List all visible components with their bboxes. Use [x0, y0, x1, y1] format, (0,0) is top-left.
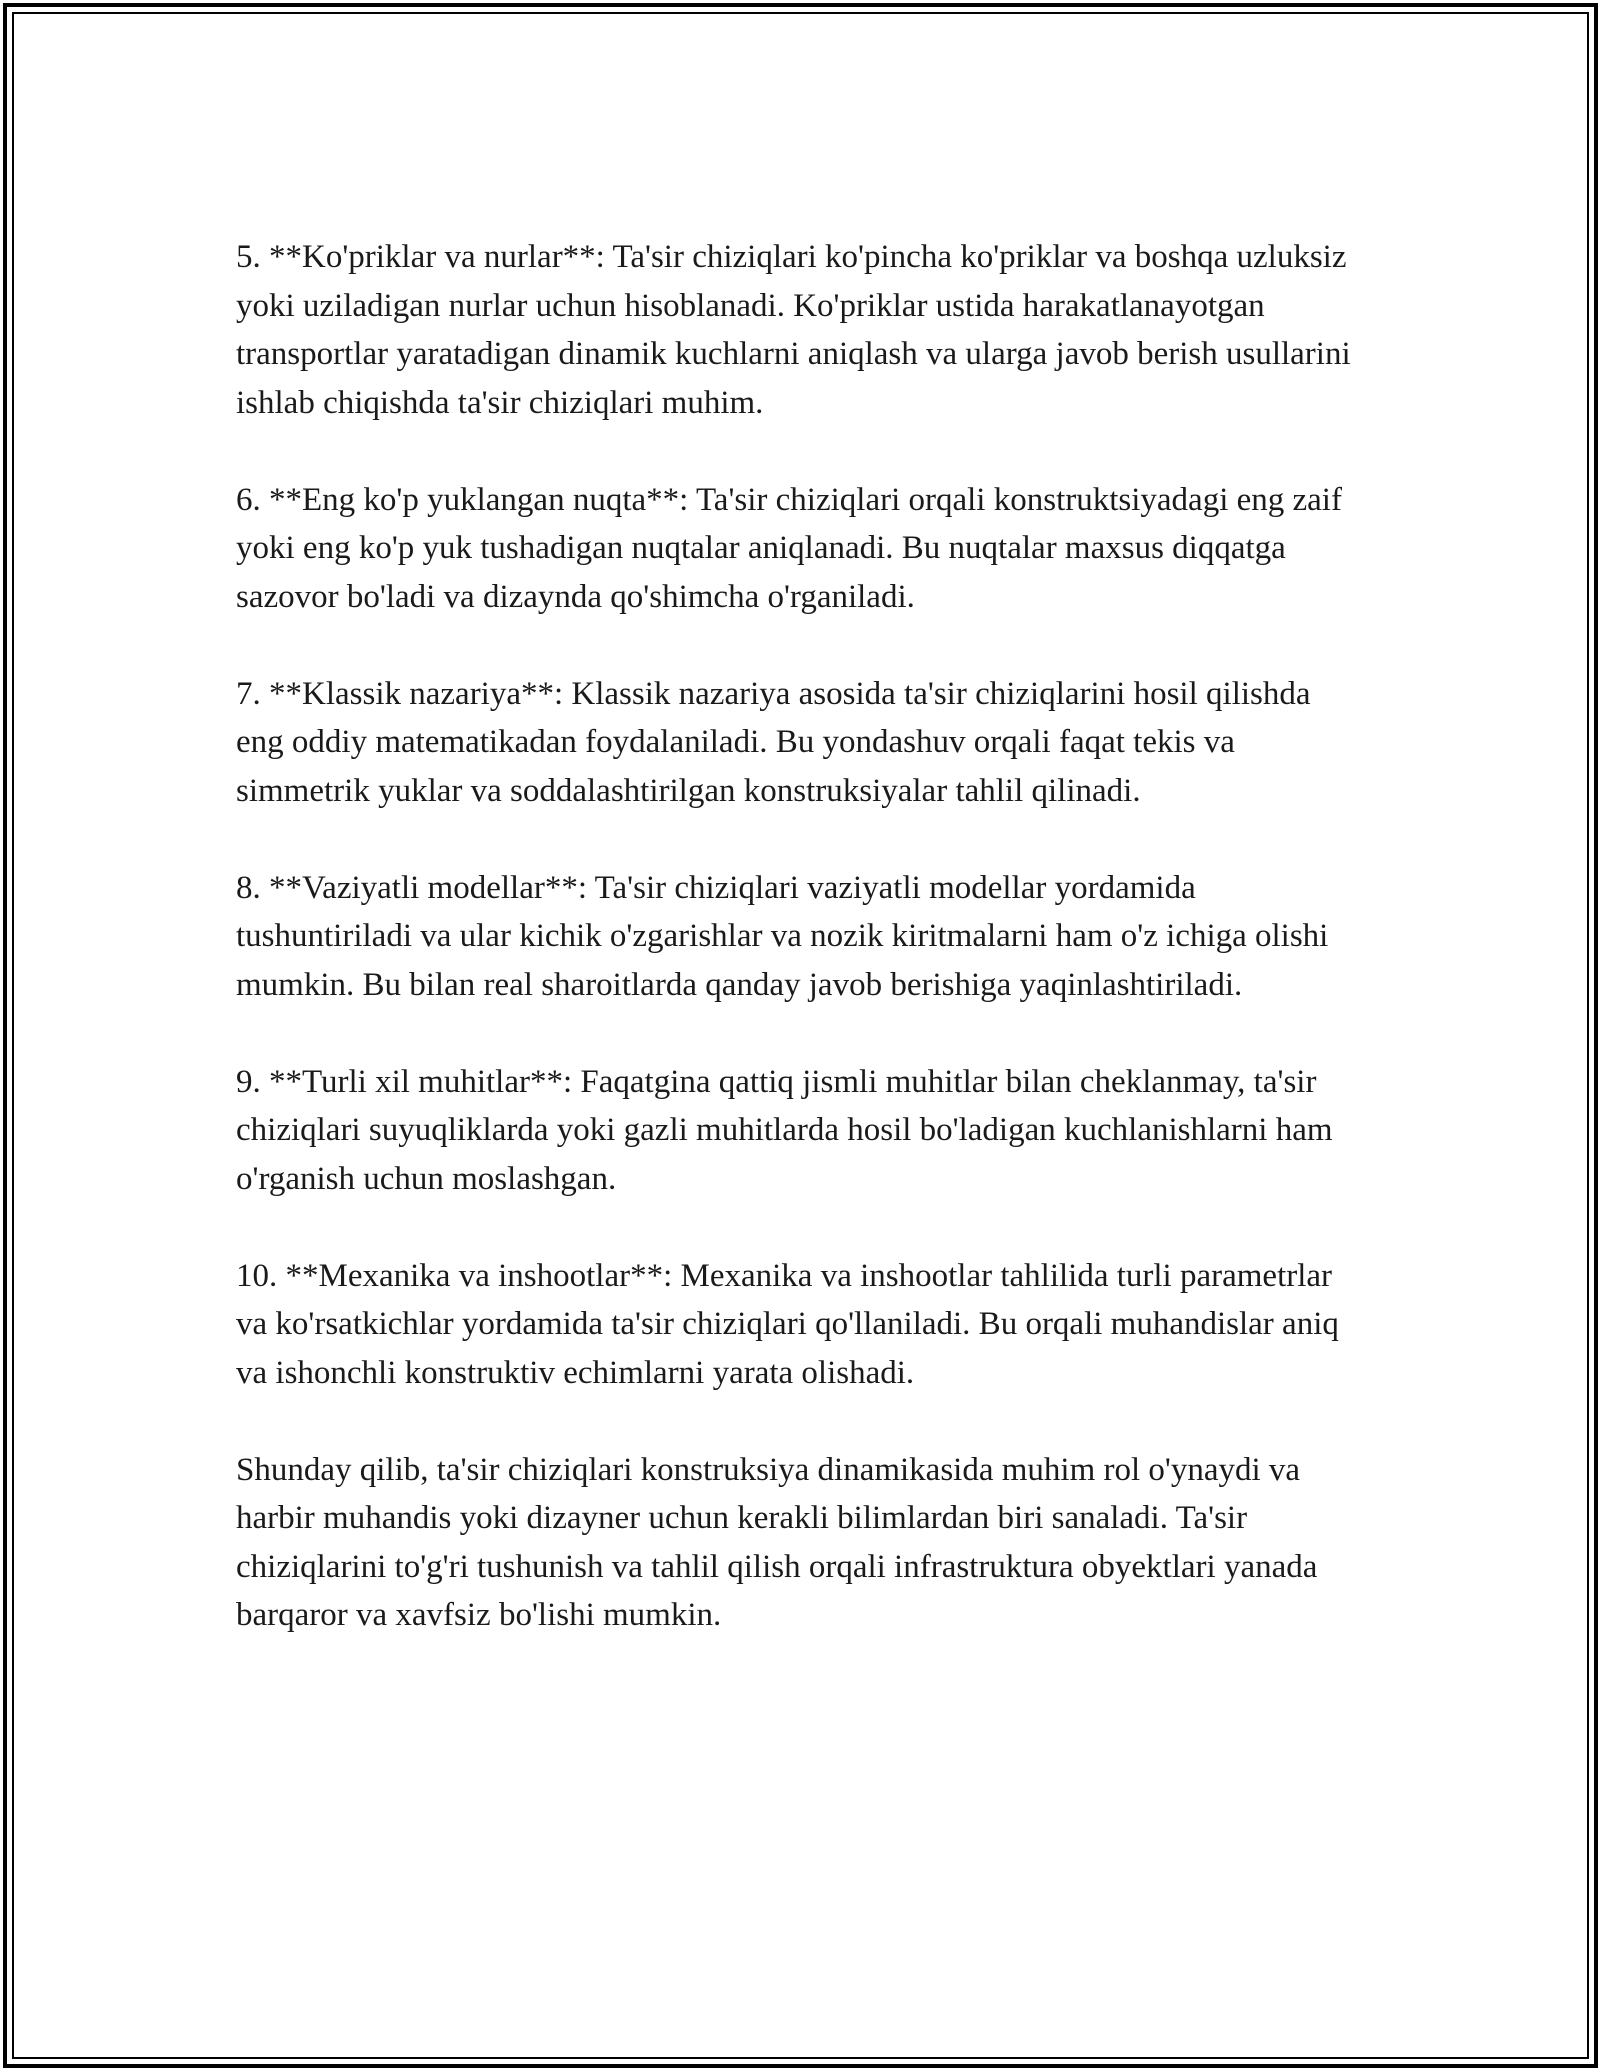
paragraph-item-9: 9. **Turli xil muhitlar**: Faqatgina qattiq jismli muhitlar bilan cheklanmay, ta'sir chiziqlari suyuqliklarda yoki gazli muhitlarda hosil bo'ladigan kuchlanishlarni ham o'rganish uchun moslashgan.	[236, 1063, 1333, 1197]
paragraph-item-10: 10. **Mexanika va inshootlar**: Mexanika va inshootlar tahlilida turli parametrlar va ko'rsatkichlar yordamida ta'sir chiziqlari qo'llaniladi. Bu orqali muhandislar aniq va ishonchli konstruktiv echimlarni yarata olishadi.	[236, 1257, 1339, 1391]
paragraph-item-8: 8. **Vaziyatli modellar**: Ta'sir chiziqlari vaziyatli modellar yordamida tushuntiriladi va ular kichik o'zgarishlar va nozik kiritmalarni ham o'z ichiga olishi mumkin. Bu bilan real sharoitlarda qanday javob berishiga yaqinlashtiriladi.	[236, 869, 1329, 1003]
document-body	[236, 233, 1366, 1640]
paragraph-item-6: 6. **Eng ko'p yuklangan nuqta**: Ta'sir chiziqlari orqali konstruktsiyadagi eng zaif yoki eng ko'p yuk tushadigan nuqtalar aniqlanadi. Bu nuqtalar maxsus diqqatga sazovor bo'ladi va dizaynda qo'shimcha o'rganiladi.	[236, 481, 1342, 615]
conclusion-paragraph: Shunday qilib, ta'sir chiziqlari konstruksiya dinamikasida muhim rol o'ynaydi va harbir muhandis yoki dizayner uchun kerakli bilimlardan biri sanaladi. Ta'sir chiziqlarini to'g'ri tushunish va tahlil qilish orqali infrastruktura obyektlari yanada barqaror va xavfsiz bo'lishi mumkin.	[236, 1451, 1318, 1633]
paragraph-item-5: 5. **Ko'priklar va nurlar**: Ta'sir chiziqlari ko'pincha ko'priklar va boshqa uzluksiz yoki uziladigan nurlar uchun hisoblanadi. Ko'priklar ustida harakatlanayotgan transportlar yaratadigan dinamik kuchlarni aniqlash va ularga javob berish usullarini ishlab chiqishda ta'sir chiziqlari muhim.	[236, 239, 1351, 421]
paragraph-item-7: 7. **Klassik nazariya**: Klassik nazariya asosida ta'sir chiziqlarini hosil qilishda eng oddiy matematikadan foydalaniladi. Bu yondashuv orqali faqat tekis va simmetrik yuklar va soddalashtirilgan konstruksiyalar tahlil qilinadi.	[236, 675, 1311, 809]
